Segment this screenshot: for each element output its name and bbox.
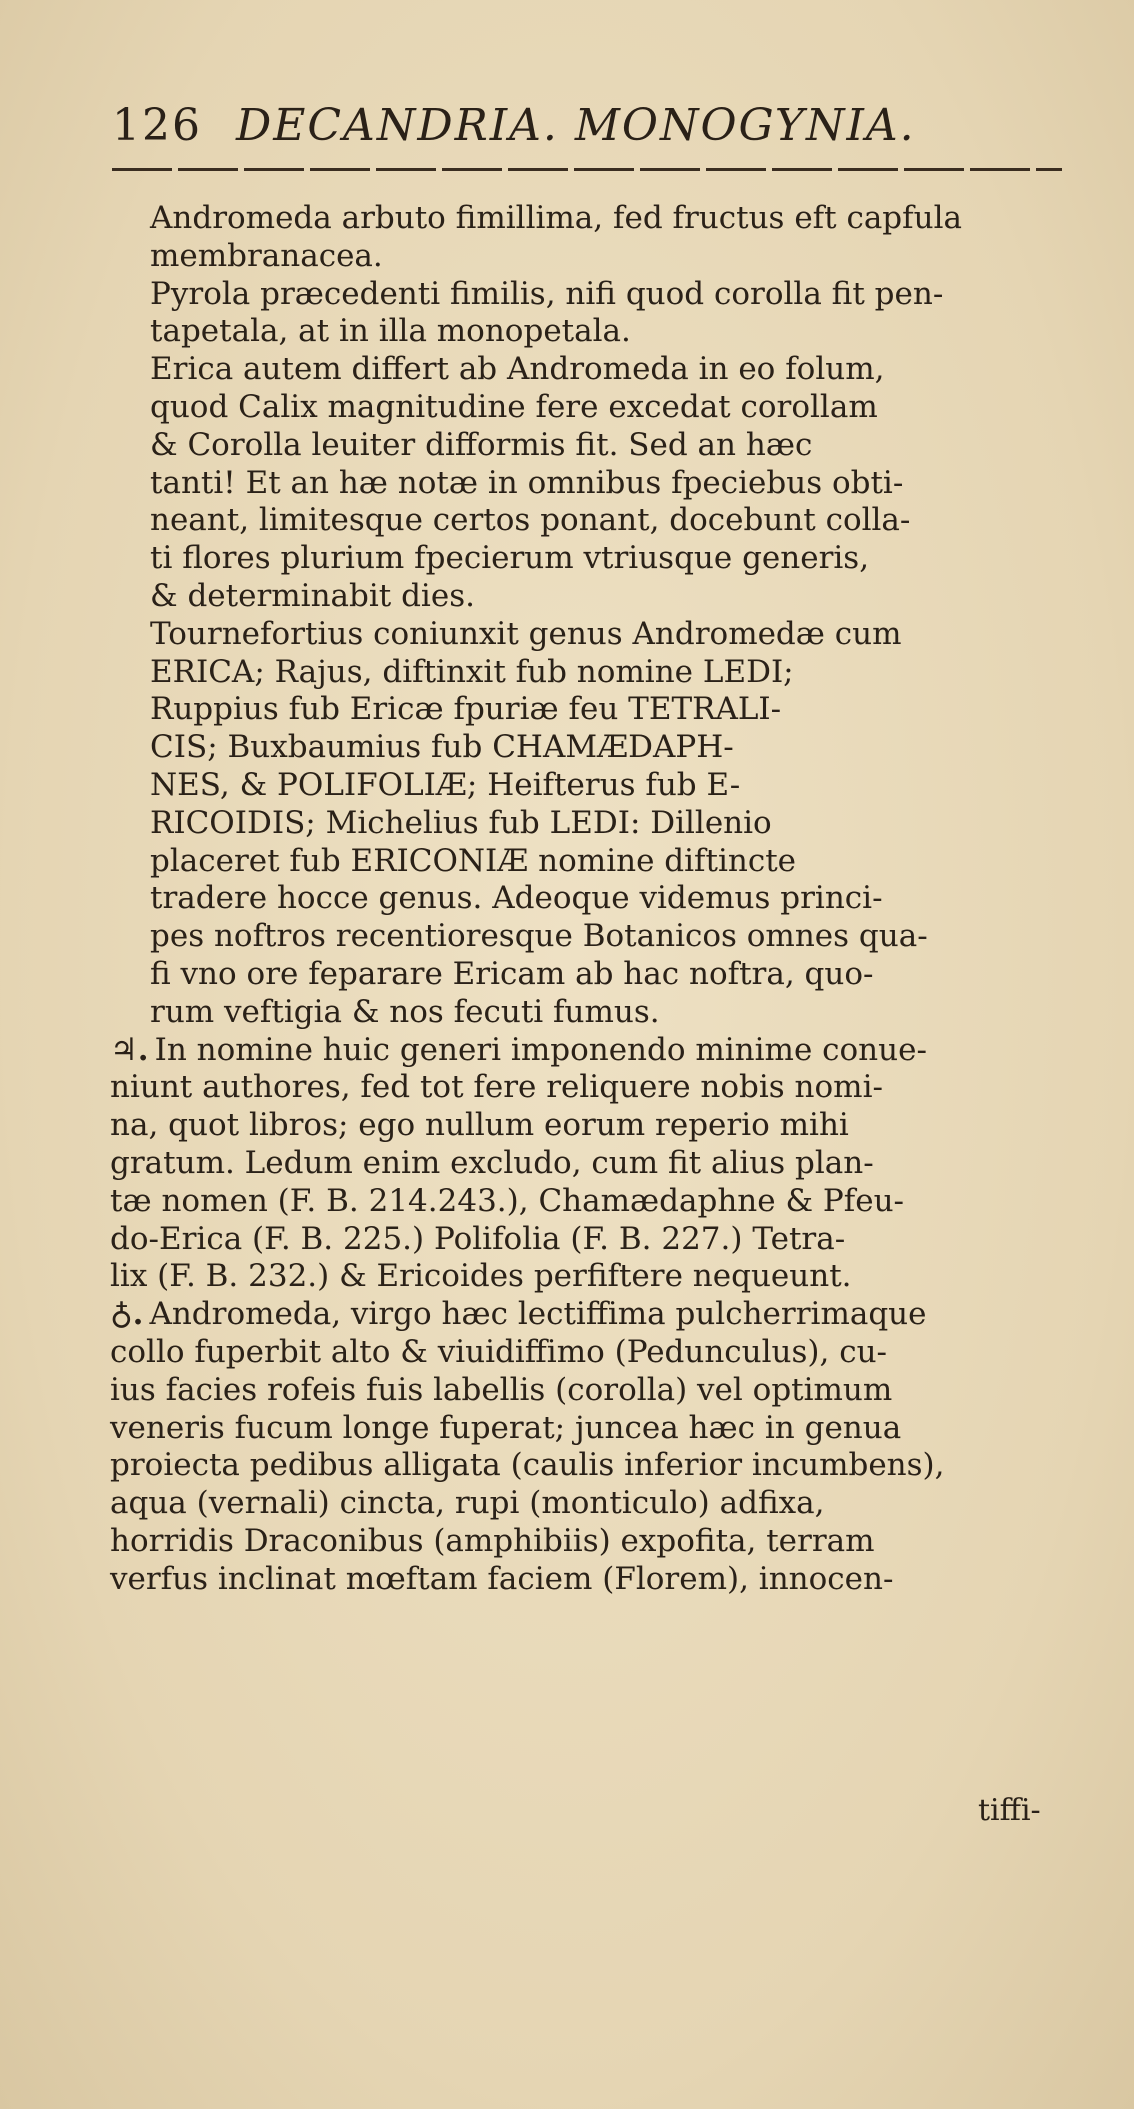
text-line: niunt authores, fed tot fere reliquere nobis nomi- xyxy=(110,1069,883,1106)
section-marker: ♃. xyxy=(110,1031,149,1068)
text-line: CIS; Buxbaumius fub CHAMÆDAPH- xyxy=(150,729,734,766)
text-line: RICOIDIS; Michelius fub LEDI: Dillenio xyxy=(150,804,772,841)
text-line: Pyrola præcedenti fimilis, nifi quod corolla fit pen- xyxy=(150,275,944,312)
text-line: quod Calix magnitudine fere excedat corollam xyxy=(150,388,878,425)
text-line: fi vno ore feparare Ericam ab hac noftra, quo- xyxy=(150,955,874,992)
section-marker: ♁. xyxy=(110,1296,144,1333)
text-line: NES, & POLIFOLIÆ; Heifterus fub E- xyxy=(150,766,741,803)
text-line-content: Andromeda, virgo hæc lectiffima pulcherrimaque xyxy=(149,1296,927,1333)
text-line: tanti! Et an hæ notæ in omnibus fpeciebus obti- xyxy=(150,464,904,501)
text-line: ERICA; Rajus, diftinxit fub nomine LEDI; xyxy=(150,653,794,690)
text-line: lix (F. B. 232.) & Ericoides perfiftere nequeunt. xyxy=(110,1258,852,1295)
text-line: Ruppius fub Ericæ fpuriæ feu TETRALI- xyxy=(150,691,782,728)
text-line: veneris fucum longe fuperat; juncea hæc in genua xyxy=(110,1409,902,1446)
text-line: tæ nomen (F. B. 214.243.), Chamædaphne & Pfeu- xyxy=(110,1182,905,1219)
text-line: rum veftigia & nos fecuti fumus. xyxy=(150,993,660,1030)
text-line xyxy=(110,1296,1050,1334)
text-body xyxy=(110,200,1050,1598)
paragraph-andromeda xyxy=(150,200,1050,276)
text-line-content: In nomine huic generi imponendo minime conue- xyxy=(154,1031,927,1068)
text-line xyxy=(110,1031,1050,1070)
paragraph-andromeda-virgo xyxy=(110,1296,1050,1598)
text-line: na, quot libros; ego nullum eorum reperio mihi xyxy=(110,1107,849,1144)
text-line: & determinabit dies. xyxy=(150,577,475,614)
text-line: do-Erica (F. B. 225.) Polifolia (F. B. 227.) Tetra- xyxy=(110,1220,846,1257)
header-rule xyxy=(112,168,1062,171)
paragraph-tournefortius xyxy=(150,616,1050,1032)
catchword: tiffi- xyxy=(978,1793,1041,1828)
text-line: gratum. Ledum enim excludo, cum fit alius plan- xyxy=(110,1144,874,1181)
text-line: ius facies rofeis fuis labellis (corolla) vel optimum xyxy=(110,1371,893,1408)
text-line: collo fuperbit alto & viuidiffimo (Pedunculus), cu- xyxy=(110,1333,888,1370)
paragraph-erica xyxy=(150,351,1050,616)
text-line: tapetala, at in illa monopetala. xyxy=(150,313,631,350)
paragraph-nomen xyxy=(110,1032,1050,1297)
text-line: & Corolla leuiter difformis fit. Sed an hæc xyxy=(150,426,813,463)
text-line: pes noftros recentioresque Botanicos omnes qua- xyxy=(150,918,928,955)
text-line: horridis Draconibus (amphibiis) expofita, terram xyxy=(110,1522,875,1559)
text-line: Tournefortius coniunxit genus Andromedæ cum xyxy=(150,615,902,652)
text-line: neant, limitesque certos ponant, docebunt colla- xyxy=(150,502,911,539)
text-line: Andromeda arbuto fimillima, fed fructus eft capfula xyxy=(150,200,962,236)
text-line: tradere hocce genus. Adeoque videmus princi- xyxy=(150,880,883,917)
text-line: verfus inclinat mœftam faciem (Florem), innocen- xyxy=(110,1560,894,1597)
text-line: membranacea. xyxy=(150,237,383,274)
text-line: ti flores plurium fpecierum vtriusque generis, xyxy=(150,540,870,577)
text-line: proiecta pedibus alligata (caulis inferior incumbens), xyxy=(110,1447,945,1484)
page-number: 126 xyxy=(112,100,202,151)
running-title: DECANDRIA. MONOGYNIA. xyxy=(235,100,916,151)
text-line: placeret fub ERICONIÆ nomine diftincte xyxy=(150,842,797,879)
text-line: Erica autem differt ab Andromeda in eo folum, xyxy=(150,351,885,388)
paragraph-pyrola xyxy=(150,276,1050,352)
page-header xyxy=(112,100,992,151)
text-line: aqua (vernali) cincta, rupi (monticulo) adfixa, xyxy=(110,1485,825,1522)
